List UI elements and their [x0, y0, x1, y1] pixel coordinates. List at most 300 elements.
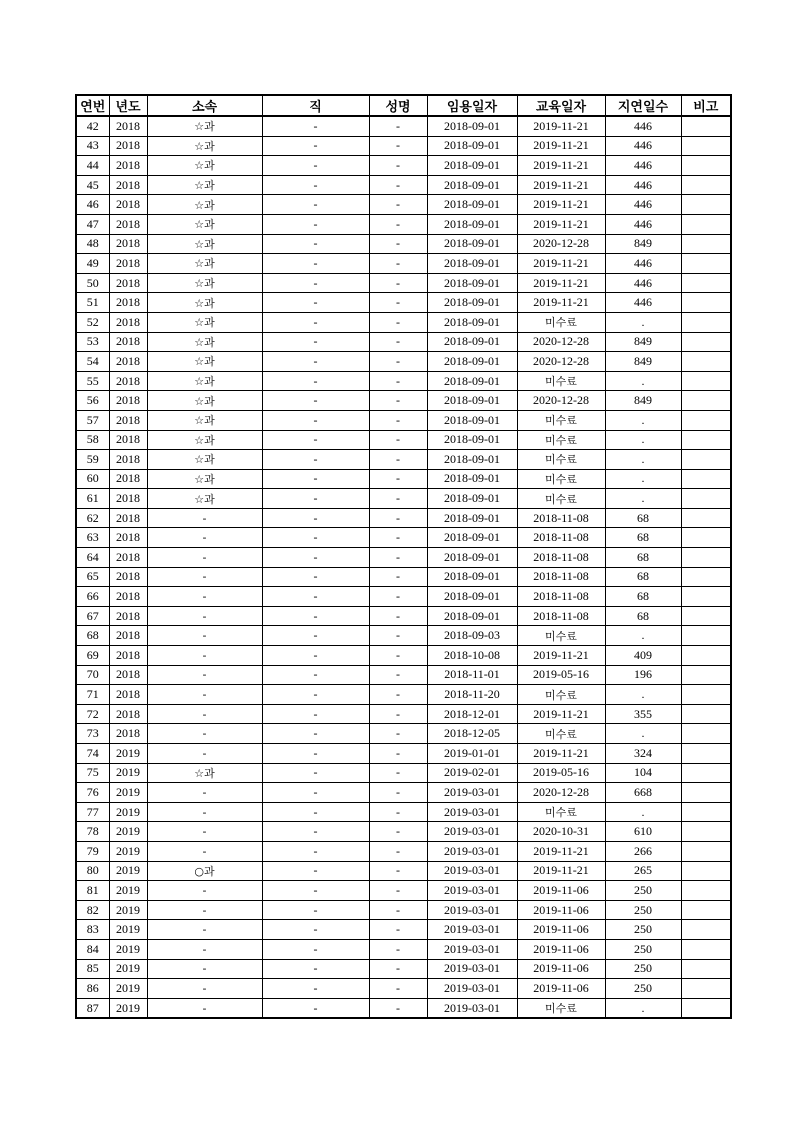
serial-cell: 75 — [76, 763, 109, 783]
delay-days-cell: 68 — [605, 587, 681, 607]
serial-cell: 51 — [76, 293, 109, 313]
delay-days-cell: 446 — [605, 175, 681, 195]
training-date-cell: 2019-11-21 — [517, 273, 605, 293]
col-header-delay-days: 지연일수 — [605, 95, 681, 116]
year-cell: 2019 — [109, 861, 147, 881]
year-cell: 2018 — [109, 587, 147, 607]
name-cell: - — [369, 410, 427, 430]
department-cell: ☆과 — [147, 116, 262, 136]
training-date-cell: 2018-11-08 — [517, 567, 605, 587]
remarks-cell — [681, 959, 731, 979]
department-cell: ☆과 — [147, 352, 262, 372]
name-cell: - — [369, 646, 427, 666]
delay-days-cell: 446 — [605, 273, 681, 293]
remarks-cell — [681, 332, 731, 352]
remarks-cell — [681, 450, 731, 470]
delay-days-cell: . — [605, 489, 681, 509]
name-cell: - — [369, 567, 427, 587]
delay-days-cell: 849 — [605, 332, 681, 352]
serial-cell: 74 — [76, 744, 109, 764]
delay-days-cell: 668 — [605, 783, 681, 803]
remarks-cell — [681, 469, 731, 489]
department-cell: ○과 — [147, 861, 262, 881]
position-cell: - — [262, 371, 369, 391]
remarks-cell — [681, 156, 731, 176]
year-cell: 2018 — [109, 528, 147, 548]
position-cell: - — [262, 744, 369, 764]
remarks-cell — [681, 704, 731, 724]
table-row — [76, 293, 731, 313]
table-row — [76, 567, 731, 587]
position-cell: - — [262, 587, 369, 607]
serial-cell: 54 — [76, 352, 109, 372]
year-cell: 2019 — [109, 763, 147, 783]
department-cell: - — [147, 704, 262, 724]
name-cell: - — [369, 430, 427, 450]
position-cell: - — [262, 312, 369, 332]
table-row — [76, 587, 731, 607]
name-cell: - — [369, 587, 427, 607]
table-row — [76, 195, 731, 215]
remarks-cell — [681, 391, 731, 411]
remarks-cell — [681, 881, 731, 901]
delay-days-cell: . — [605, 626, 681, 646]
remarks-cell — [681, 254, 731, 274]
serial-cell: 69 — [76, 646, 109, 666]
remarks-cell — [681, 371, 731, 391]
training-date-cell: 2019-11-21 — [517, 744, 605, 764]
name-cell: - — [369, 606, 427, 626]
table-row — [76, 685, 731, 705]
training-date-cell: 2018-11-08 — [517, 587, 605, 607]
serial-cell: 70 — [76, 665, 109, 685]
remarks-cell — [681, 841, 731, 861]
delay-days-cell: . — [605, 450, 681, 470]
delay-days-cell: . — [605, 430, 681, 450]
table-row — [76, 234, 731, 254]
name-cell: - — [369, 998, 427, 1018]
remarks-cell — [681, 861, 731, 881]
serial-cell: 65 — [76, 567, 109, 587]
delay-days-cell: . — [605, 685, 681, 705]
appointment-date-cell: 2018-09-03 — [427, 626, 517, 646]
year-cell: 2018 — [109, 254, 147, 274]
remarks-cell — [681, 136, 731, 156]
training-date-cell: 2020-12-28 — [517, 391, 605, 411]
header-row — [76, 95, 731, 116]
year-cell: 2018 — [109, 312, 147, 332]
table-row — [76, 920, 731, 940]
position-cell: - — [262, 802, 369, 822]
remarks-cell — [681, 724, 731, 744]
table-row — [76, 744, 731, 764]
appointment-date-cell: 2018-09-01 — [427, 273, 517, 293]
remarks-cell — [681, 939, 731, 959]
appointment-date-cell: 2018-09-01 — [427, 175, 517, 195]
appointment-date-cell: 2018-09-01 — [427, 116, 517, 136]
delay-days-cell: . — [605, 724, 681, 744]
appointment-date-cell: 2018-09-01 — [427, 567, 517, 587]
appointment-date-cell: 2018-11-20 — [427, 685, 517, 705]
appointment-date-cell: 2018-09-01 — [427, 312, 517, 332]
delay-days-cell: 250 — [605, 881, 681, 901]
delay-days-cell: 68 — [605, 567, 681, 587]
year-cell: 2019 — [109, 744, 147, 764]
serial-cell: 56 — [76, 391, 109, 411]
training-date-cell: 2020-10-31 — [517, 822, 605, 842]
table-row — [76, 391, 731, 411]
name-cell: - — [369, 979, 427, 999]
serial-cell: 52 — [76, 312, 109, 332]
appointment-date-cell: 2018-09-01 — [427, 450, 517, 470]
delay-days-cell: 610 — [605, 822, 681, 842]
year-cell: 2018 — [109, 175, 147, 195]
department-cell: - — [147, 841, 262, 861]
name-cell: - — [369, 312, 427, 332]
table-row — [76, 548, 731, 568]
appointment-date-cell: 2019-01-01 — [427, 744, 517, 764]
training-date-cell: 2018-11-08 — [517, 606, 605, 626]
year-cell: 2018 — [109, 273, 147, 293]
remarks-cell — [681, 273, 731, 293]
position-cell: - — [262, 763, 369, 783]
table-row — [76, 312, 731, 332]
year-cell: 2018 — [109, 234, 147, 254]
table-row — [76, 606, 731, 626]
appointment-date-cell: 2019-03-01 — [427, 959, 517, 979]
name-cell: - — [369, 665, 427, 685]
serial-cell: 80 — [76, 861, 109, 881]
remarks-cell — [681, 508, 731, 528]
appointment-date-cell: 2018-10-08 — [427, 646, 517, 666]
table-row — [76, 724, 731, 744]
remarks-cell — [681, 528, 731, 548]
position-cell: - — [262, 959, 369, 979]
year-cell: 2018 — [109, 430, 147, 450]
table-row — [76, 900, 731, 920]
appointment-date-cell: 2018-09-01 — [427, 234, 517, 254]
name-cell: - — [369, 234, 427, 254]
year-cell: 2019 — [109, 881, 147, 901]
training-date-cell: 2019-11-21 — [517, 156, 605, 176]
remarks-cell — [681, 312, 731, 332]
table-row — [76, 763, 731, 783]
delay-days-cell: . — [605, 410, 681, 430]
name-cell: - — [369, 371, 427, 391]
col-header-year: 년도 — [109, 95, 147, 116]
table-row — [76, 136, 731, 156]
serial-cell: 58 — [76, 430, 109, 450]
training-date-cell: 미수료 — [517, 998, 605, 1018]
name-cell: - — [369, 802, 427, 822]
delay-days-cell: 446 — [605, 214, 681, 234]
table-row — [76, 939, 731, 959]
department-cell: - — [147, 744, 262, 764]
serial-cell: 43 — [76, 136, 109, 156]
position-cell: - — [262, 704, 369, 724]
col-header-appointment-date: 임용일자 — [427, 95, 517, 116]
name-cell: - — [369, 293, 427, 313]
serial-cell: 66 — [76, 587, 109, 607]
remarks-cell — [681, 763, 731, 783]
year-cell: 2018 — [109, 195, 147, 215]
appointment-date-cell: 2019-03-01 — [427, 841, 517, 861]
remarks-cell — [681, 646, 731, 666]
appointment-date-cell: 2019-03-01 — [427, 822, 517, 842]
training-date-cell: 2019-05-16 — [517, 665, 605, 685]
name-cell: - — [369, 391, 427, 411]
position-cell: - — [262, 195, 369, 215]
table-row — [76, 822, 731, 842]
year-cell: 2018 — [109, 156, 147, 176]
department-cell: ☆과 — [147, 763, 262, 783]
name-cell: - — [369, 469, 427, 489]
serial-cell: 64 — [76, 548, 109, 568]
department-cell: - — [147, 998, 262, 1018]
year-cell: 2019 — [109, 979, 147, 999]
appointment-date-cell: 2018-09-01 — [427, 391, 517, 411]
training-date-cell: 2019-11-06 — [517, 881, 605, 901]
serial-cell: 63 — [76, 528, 109, 548]
year-cell: 2018 — [109, 332, 147, 352]
training-date-cell: 2019-05-16 — [517, 763, 605, 783]
serial-cell: 60 — [76, 469, 109, 489]
serial-cell: 62 — [76, 508, 109, 528]
appointment-date-cell: 2018-09-01 — [427, 254, 517, 274]
position-cell: - — [262, 724, 369, 744]
remarks-cell — [681, 175, 731, 195]
department-cell: - — [147, 920, 262, 940]
serial-cell: 67 — [76, 606, 109, 626]
position-cell: - — [262, 254, 369, 274]
training-date-cell: 미수료 — [517, 724, 605, 744]
training-date-cell: 미수료 — [517, 469, 605, 489]
serial-cell: 68 — [76, 626, 109, 646]
position-cell: - — [262, 822, 369, 842]
appointment-date-cell: 2018-09-01 — [427, 352, 517, 372]
appointment-date-cell: 2018-09-01 — [427, 332, 517, 352]
table-row — [76, 410, 731, 430]
delay-days-cell: 250 — [605, 900, 681, 920]
table-row — [76, 489, 731, 509]
serial-cell: 61 — [76, 489, 109, 509]
name-cell: - — [369, 685, 427, 705]
position-cell: - — [262, 273, 369, 293]
position-cell: - — [262, 900, 369, 920]
col-header-serial: 연번 — [76, 95, 109, 116]
remarks-cell — [681, 430, 731, 450]
appointment-date-cell: 2018-09-01 — [427, 587, 517, 607]
delay-days-cell: 446 — [605, 116, 681, 136]
training-date-cell: 2019-11-06 — [517, 959, 605, 979]
appointment-date-cell: 2019-03-01 — [427, 881, 517, 901]
position-cell: - — [262, 606, 369, 626]
year-cell: 2019 — [109, 900, 147, 920]
appointment-date-cell: 2018-09-01 — [427, 469, 517, 489]
delay-days-cell: 68 — [605, 528, 681, 548]
position-cell: - — [262, 156, 369, 176]
appointment-date-cell: 2019-02-01 — [427, 763, 517, 783]
department-cell: ☆과 — [147, 214, 262, 234]
department-cell: - — [147, 528, 262, 548]
position-cell: - — [262, 881, 369, 901]
training-date-cell: 2018-11-08 — [517, 528, 605, 548]
department-cell: - — [147, 939, 262, 959]
year-cell: 2018 — [109, 567, 147, 587]
position-cell: - — [262, 920, 369, 940]
position-cell: - — [262, 116, 369, 136]
year-cell: 2019 — [109, 802, 147, 822]
table-row — [76, 508, 731, 528]
serial-cell: 59 — [76, 450, 109, 470]
appointment-date-cell: 2018-09-01 — [427, 410, 517, 430]
appointment-date-cell: 2018-09-01 — [427, 606, 517, 626]
department-cell: ☆과 — [147, 312, 262, 332]
training-date-cell: 미수료 — [517, 312, 605, 332]
training-date-cell: 2019-11-06 — [517, 900, 605, 920]
training-date-cell: 미수료 — [517, 410, 605, 430]
position-cell: - — [262, 567, 369, 587]
training-date-cell: 미수료 — [517, 626, 605, 646]
department-cell: - — [147, 979, 262, 999]
position-cell: - — [262, 783, 369, 803]
year-cell: 2018 — [109, 391, 147, 411]
department-cell: ☆과 — [147, 391, 262, 411]
position-cell: - — [262, 508, 369, 528]
delay-days-cell: 250 — [605, 920, 681, 940]
table-row — [76, 626, 731, 646]
department-cell: ☆과 — [147, 195, 262, 215]
delay-days-cell: 104 — [605, 763, 681, 783]
training-date-cell: 2019-11-06 — [517, 939, 605, 959]
training-date-cell: 2019-11-21 — [517, 704, 605, 724]
name-cell: - — [369, 548, 427, 568]
year-cell: 2018 — [109, 469, 147, 489]
training-date-cell: 2019-11-21 — [517, 841, 605, 861]
appointment-date-cell: 2018-09-01 — [427, 508, 517, 528]
department-cell: ☆과 — [147, 273, 262, 293]
training-date-cell: 미수료 — [517, 685, 605, 705]
training-date-cell: 2020-12-28 — [517, 783, 605, 803]
col-header-training-date: 교육일자 — [517, 95, 605, 116]
training-date-cell: 미수료 — [517, 802, 605, 822]
training-delay-table — [75, 94, 732, 1019]
delay-days-cell: . — [605, 802, 681, 822]
appointment-date-cell: 2019-03-01 — [427, 920, 517, 940]
year-cell: 2019 — [109, 920, 147, 940]
remarks-cell — [681, 744, 731, 764]
serial-cell: 47 — [76, 214, 109, 234]
department-cell: ☆과 — [147, 136, 262, 156]
appointment-date-cell: 2019-03-01 — [427, 783, 517, 803]
position-cell: - — [262, 136, 369, 156]
delay-days-cell: 250 — [605, 959, 681, 979]
table-row — [76, 214, 731, 234]
serial-cell: 57 — [76, 410, 109, 430]
appointment-date-cell: 2018-09-01 — [427, 528, 517, 548]
year-cell: 2018 — [109, 626, 147, 646]
position-cell: - — [262, 841, 369, 861]
serial-cell: 49 — [76, 254, 109, 274]
delay-days-cell: 446 — [605, 136, 681, 156]
table-row — [76, 704, 731, 724]
delay-days-cell: . — [605, 312, 681, 332]
department-cell: - — [147, 822, 262, 842]
serial-cell: 72 — [76, 704, 109, 724]
name-cell: - — [369, 939, 427, 959]
position-cell: - — [262, 665, 369, 685]
appointment-date-cell: 2018-09-01 — [427, 430, 517, 450]
position-cell: - — [262, 685, 369, 705]
year-cell: 2018 — [109, 116, 147, 136]
table-row — [76, 881, 731, 901]
table-row — [76, 450, 731, 470]
year-cell: 2019 — [109, 959, 147, 979]
appointment-date-cell: 2018-09-01 — [427, 195, 517, 215]
table-row — [76, 332, 731, 352]
delay-days-cell: . — [605, 469, 681, 489]
department-cell: - — [147, 548, 262, 568]
position-cell: - — [262, 998, 369, 1018]
delay-days-cell: 446 — [605, 195, 681, 215]
appointment-date-cell: 2018-12-05 — [427, 724, 517, 744]
serial-cell: 55 — [76, 371, 109, 391]
delay-days-cell: 266 — [605, 841, 681, 861]
serial-cell: 48 — [76, 234, 109, 254]
training-date-cell: 2020-12-28 — [517, 234, 605, 254]
training-date-cell: 2020-12-28 — [517, 332, 605, 352]
delay-days-cell: 849 — [605, 234, 681, 254]
table-row — [76, 371, 731, 391]
training-date-cell: 2019-11-06 — [517, 920, 605, 940]
col-header-position: 직 — [262, 95, 369, 116]
name-cell: - — [369, 450, 427, 470]
name-cell: - — [369, 783, 427, 803]
remarks-cell — [681, 116, 731, 136]
table-row — [76, 175, 731, 195]
serial-cell: 79 — [76, 841, 109, 861]
training-date-cell: 미수료 — [517, 450, 605, 470]
name-cell: - — [369, 508, 427, 528]
name-cell: - — [369, 959, 427, 979]
training-date-cell: 미수료 — [517, 430, 605, 450]
department-cell: - — [147, 646, 262, 666]
department-cell: ☆과 — [147, 254, 262, 274]
department-cell: - — [147, 626, 262, 646]
appointment-date-cell: 2019-03-01 — [427, 979, 517, 999]
serial-cell: 81 — [76, 881, 109, 901]
year-cell: 2018 — [109, 606, 147, 626]
table-row — [76, 998, 731, 1018]
department-cell: ☆과 — [147, 293, 262, 313]
remarks-cell — [681, 606, 731, 626]
year-cell: 2018 — [109, 450, 147, 470]
appointment-date-cell: 2018-09-01 — [427, 548, 517, 568]
appointment-date-cell: 2018-09-01 — [427, 293, 517, 313]
serial-cell: 73 — [76, 724, 109, 744]
year-cell: 2018 — [109, 371, 147, 391]
delay-days-cell: 68 — [605, 548, 681, 568]
training-date-cell: 2019-11-21 — [517, 116, 605, 136]
year-cell: 2018 — [109, 685, 147, 705]
remarks-cell — [681, 548, 731, 568]
delay-days-cell: 196 — [605, 665, 681, 685]
appointment-date-cell: 2019-03-01 — [427, 900, 517, 920]
department-cell: ☆과 — [147, 489, 262, 509]
department-cell: - — [147, 881, 262, 901]
training-date-cell: 2019-11-21 — [517, 293, 605, 313]
remarks-cell — [681, 626, 731, 646]
